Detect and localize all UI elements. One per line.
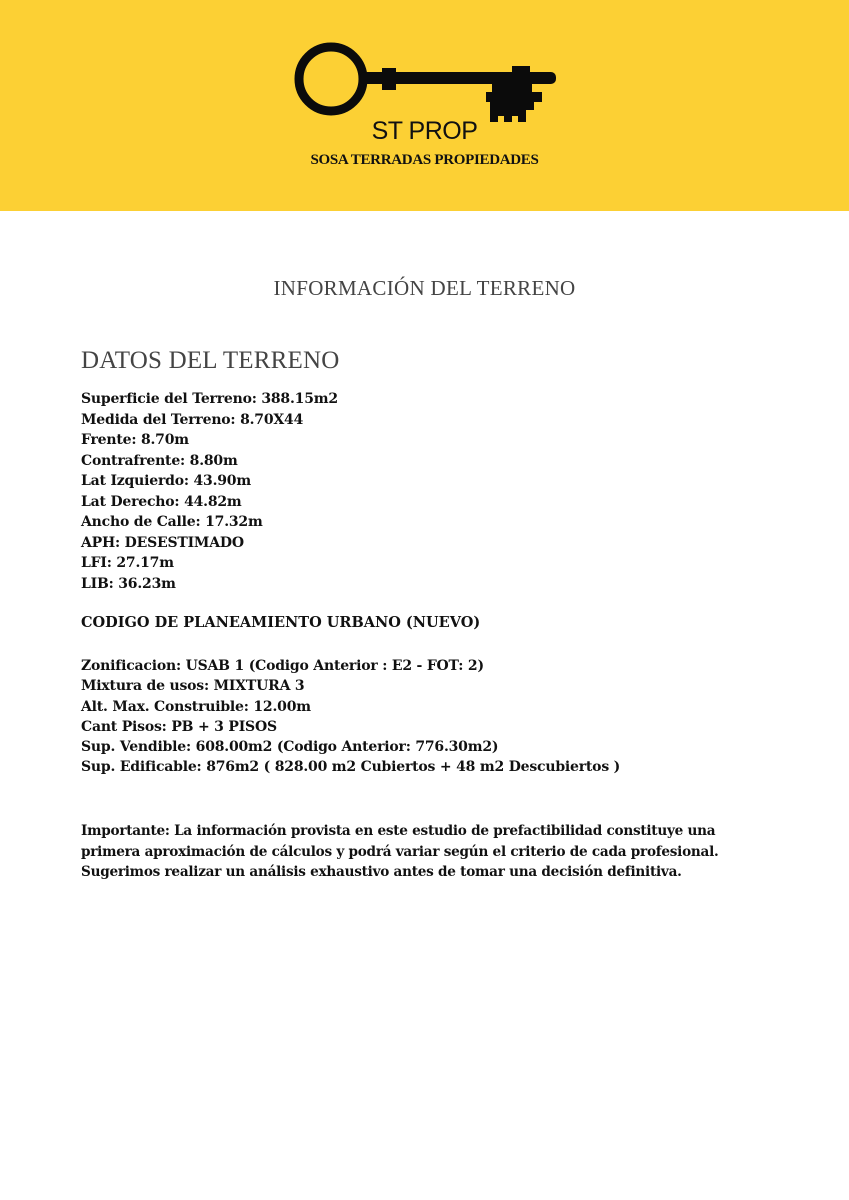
planning-line: Alt. Max. Construible: 12.00m <box>81 698 311 715</box>
brand-full-name: SOSA TERRADAS PROPIEDADES <box>310 152 539 168</box>
page-title: INFORMACIÓN DEL TERRENO <box>273 276 576 300</box>
planning-line: Zonificacion: USAB 1 (Codigo Anterior : E2 - FOT: 2) <box>81 658 484 674</box>
planning-line: Mixtura de usos: MIXTURA 3 <box>81 678 305 695</box>
terrain-line: Frente: 8.70m <box>81 432 189 448</box>
terrain-line: APH: DESESTIMADO <box>81 534 244 551</box>
planning-line: Cant Pisos: PB + 3 PISOS <box>81 718 277 735</box>
terrain-line: Superficie del Terreno: 388.15m2 <box>81 391 338 407</box>
terrain-line: LIB: 36.23m <box>81 575 176 592</box>
terrain-line: Lat Izquierdo: 43.90m <box>81 473 251 489</box>
terrain-section-heading: DATOS DEL TERRENO <box>81 347 340 374</box>
disclaimer-line: Sugerimos realizar un análisis exhaustivo antes de tomar una decisión definitiva. <box>81 864 682 880</box>
terrain-line: Lat Derecho: 44.82m <box>81 493 242 510</box>
disclaimer-paragraph <box>81 821 771 883</box>
planning-line: Sup. Edificable: 876m2 ( 828.00 m2 Cubiertos + 48 m2 Descubiertos ) <box>81 759 621 776</box>
terrain-data-list <box>81 389 338 594</box>
terrain-line: Contrafrente: 8.80m <box>81 452 238 469</box>
planning-line: Sup. Vendible: 608.00m2 (Codigo Anterior: 776.30m2) <box>81 739 499 756</box>
header-band <box>0 0 849 211</box>
key-icon <box>292 40 556 126</box>
disclaimer-line: primera aproximación de cálculos y podrá variar según el criterio de cada profesional. <box>81 843 719 860</box>
brand-name: ST PROP <box>371 117 478 145</box>
terrain-line: Ancho de Calle: 17.32m <box>81 514 263 530</box>
disclaimer-line: Importante: La información provista en este estudio de prefactibilidad constituye una <box>81 823 716 839</box>
planning-section-heading: CODIGO DE PLANEAMIENTO URBANO (NUEVO) <box>81 614 481 631</box>
planning-data-list <box>81 656 620 778</box>
terrain-line: LFI: 27.17m <box>81 555 174 571</box>
terrain-line: Medida del Terreno: 8.70X44 <box>81 411 304 428</box>
